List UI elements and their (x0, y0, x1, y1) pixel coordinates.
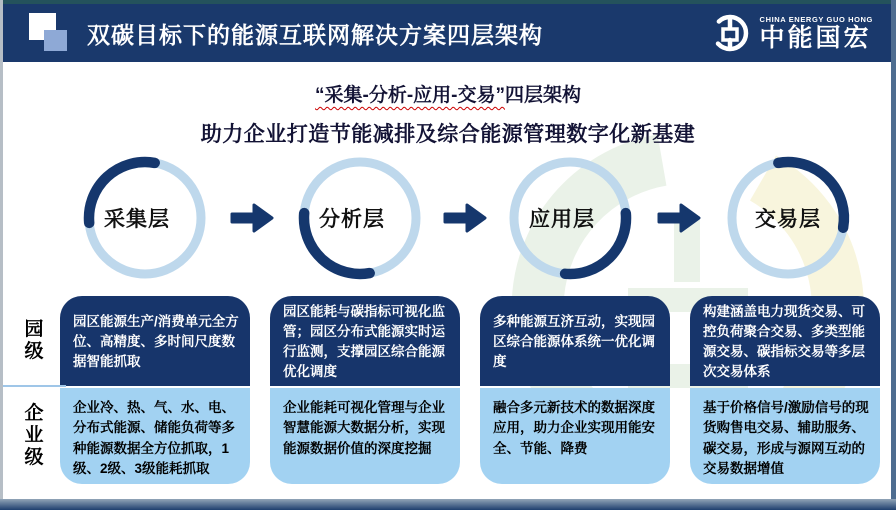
layer-circle-analysis (294, 152, 426, 284)
subtitle-line1-rest: 四层架构 (504, 85, 581, 106)
row-label-park: 园级 (24, 319, 44, 362)
layer-circle-collection (79, 152, 211, 284)
layer-circle-trading (722, 152, 854, 284)
arrow-right-icon (656, 200, 702, 236)
layer-label: 应用层 (529, 208, 595, 231)
park-application-cell: 多种能源互济互动，实现园区综合能源体系统一优化调度 (480, 296, 670, 386)
row-label-enterprise: 企业级 (24, 403, 44, 468)
enterprise-application-cell: 融合多元新技术的数据深度应用，助力企业实现用能安全、节能、降费 (480, 388, 670, 484)
layer-label: 分析层 (319, 208, 385, 231)
layer-label: 采集层 (104, 208, 170, 231)
slide-border-left (0, 0, 3, 510)
layer-circle-application (504, 152, 636, 284)
subtitle-block (0, 80, 896, 148)
row-enterprise-cells (60, 388, 880, 484)
subtitle-line2: 助力企业打造节能减排及综合能源管理数字化新基建 (200, 123, 696, 146)
park-analysis-cell: 园区能耗与碳指标可视化监管；园区分布式能源实时运行监测，支撑园区综合能源优化调度 (270, 296, 460, 386)
company-logo-text (760, 15, 873, 51)
layer-label: 交易层 (755, 208, 821, 231)
arrow-right-icon (229, 200, 275, 236)
company-name-en: CHINA ENERGY GUO HONG (759, 15, 873, 24)
row-enterprise-level (8, 388, 886, 484)
park-trading-cell: 构建涵盖电力现货交易、可控负荷聚合交易、多类型能源交易、碳指标交易等多层次交易体系 (690, 296, 880, 386)
title-bullet-icon (27, 10, 71, 56)
header-bar (3, 4, 891, 62)
description-grid (8, 296, 886, 484)
enterprise-analysis-cell: 企业能耗可视化管理与企业智慧能源大数据分析，实现能源数据价值的深度挖掘 (270, 388, 460, 484)
enterprise-collection-cell: 企业冷、热、气、水、电、分布式能源、储能负荷等多种能源数据全方位抓取，1级、2级、3级能耗抓取 (60, 388, 250, 484)
slide-border-top (0, 0, 896, 4)
slide-footer-bar (0, 499, 896, 510)
row-park-cells (60, 296, 880, 386)
slide-border-right (891, 0, 896, 510)
page-title: 双碳目标下的能源互联网解决方案四层架构 (87, 21, 543, 48)
park-collection-cell: 园区能源生产/消费单元全方位、高精度、多时间尺度数据智能抓取 (60, 296, 250, 386)
company-logo (708, 11, 873, 55)
company-logo-icon (708, 11, 752, 55)
subtitle-quoted-phrase: “采集-分析-应用-交易” (315, 85, 505, 106)
bullet-square-blue (44, 30, 67, 51)
arrow-right-icon (442, 200, 488, 236)
row-park-level (8, 296, 886, 386)
company-name-cn: 中能国宏 (759, 24, 872, 52)
subtitle-line1 (0, 80, 896, 107)
enterprise-trading-cell: 基于价格信号/激励信号的现货购售电交易、辅助服务、碳交易，形成与源网互动的交易数据增值 (690, 388, 880, 484)
row-label-divider (0, 385, 66, 387)
